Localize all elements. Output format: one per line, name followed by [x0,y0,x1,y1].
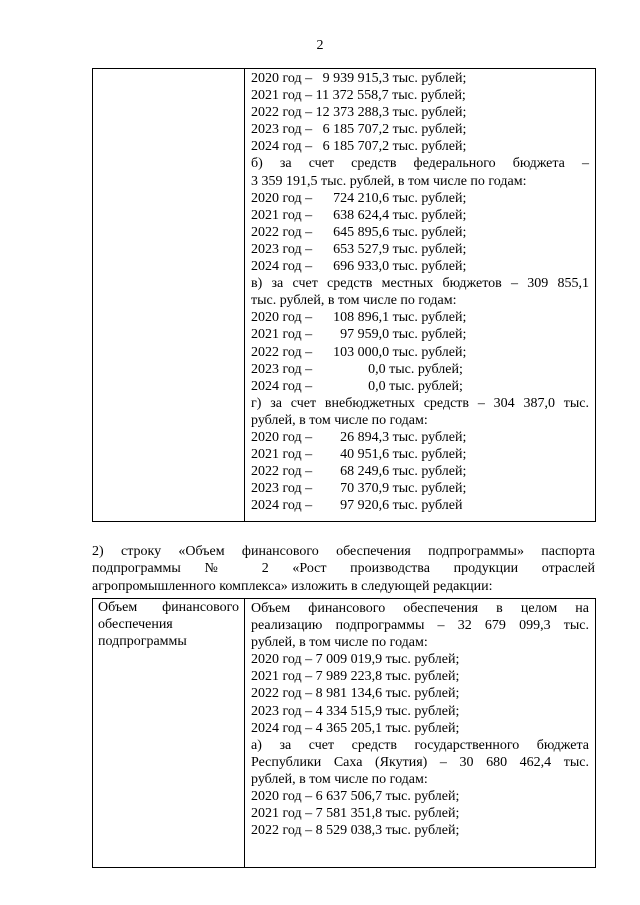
table2-label-cell [93,599,245,868]
funding-line: рублей, в том числе по годам: [251,771,428,787]
table2-label-lines [93,599,244,651]
paragraph-line: подпрограммы № 2 «Рост производства продукции отраслей [92,561,595,577]
funding-line: Объем финансового обеспечения в целом на [251,601,589,616]
funding-line: 2022 год – 68 249,6 тыс. рублей; [251,464,467,480]
funding-line: тыс. рублей, в том числе по годам: [251,293,457,309]
funding-line: 2023 год – 653 527,9 тыс. рублей; [251,241,467,257]
funding-line: 2021 год – 40 951,6 тыс. рублей; [251,447,467,463]
table2-value-cell [245,599,596,868]
funding-line: 2023 год – 4 334 515,9 тыс. рублей; [251,703,460,719]
funding-line: 2022 год – 645 895,6 тыс. рублей; [251,224,467,240]
funding-line: рублей, в том числе по годам: [251,412,428,428]
funding-line: б) за счет средств федерального бюджета – [251,156,589,172]
funding-line: 2020 год – 9 939 915,3 тыс. рублей; [251,71,467,86]
funding-table-continued [92,68,596,522]
table2-value-lines [245,599,595,839]
table1-value-lines [245,69,595,514]
funding-line: 2023 год – 0,0 тыс. рублей; [251,361,463,377]
funding-line: в) за счет средств местных бюджетов – 309 855,1 [251,276,589,292]
funding-line: реализацию подпрограммы – 32 679 099,3 тыс. [251,618,589,634]
funding-line: 2022 год – 8 981 134,6 тыс. рублей; [251,686,460,702]
label-line: подпрограммы [98,634,187,650]
funding-line: Республики Саха (Якутия) – 30 680 462,4 тыс. [251,754,589,770]
table1-label-text [93,69,244,70]
funding-line: 2024 год – 696 933,0 тыс. рублей; [251,259,467,275]
funding-line: 2020 год – 6 637 506,7 тыс. рублей; [251,789,460,805]
funding-line: 2022 год – 12 373 288,3 тыс. рублей; [251,105,467,121]
label-line: обеспечения [98,617,173,633]
funding-line: 2021 год – 97 959,0 тыс. рублей; [251,327,467,343]
table1-label-cell [93,69,245,522]
funding-line: 2024 год – 6 185 707,2 тыс. рублей; [251,139,467,155]
funding-line: рублей, в том числе по годам: [251,635,428,651]
funding-line: 2023 год – 6 185 707,2 тыс. рублей; [251,122,467,138]
funding-line: 2020 год – 7 009 019,9 тыс. рублей; [251,652,460,668]
funding-line: 2022 год – 103 000,0 тыс. рублей; [251,344,467,360]
funding-line: 2024 год – 0,0 тыс. рублей; [251,378,463,394]
table1-value-cell [245,69,596,522]
funding-line: 2020 год – 724 210,6 тыс. рублей; [251,190,467,206]
paragraph-line: агропромышленного комплекса» изложить в следующей редакции: [92,578,493,594]
paragraph-line: 2) строку «Объем финансового обеспечения подпрограммы» паспорта [92,544,595,559]
funding-table-subprogram-2 [92,598,596,868]
funding-line: а) за счет средств государственного бюджета [251,737,589,753]
amendment-paragraph [92,543,595,595]
funding-line: 2021 год – 7 989 223,8 тыс. рублей; [251,669,460,685]
page-number: 2 [316,38,324,53]
funding-line: 2021 год – 7 581 351,8 тыс. рублей; [251,806,460,822]
funding-line: 2020 год – 108 896,1 тыс. рублей; [251,310,467,326]
funding-line: 2021 год – 638 624,4 тыс. рублей; [251,207,467,223]
funding-line: 3 359 191,5 тыс. рублей, в том числе по годам: [251,173,527,189]
funding-line: 2021 год – 11 372 558,7 тыс. рублей; [251,88,466,104]
label-line: Объем финансового [98,600,239,615]
funding-line: 2024 год – 97 920,6 тыс. рублей [251,498,463,514]
funding-line: 2023 год – 70 370,9 тыс. рублей; [251,481,467,497]
funding-line: 2024 год – 4 365 205,1 тыс. рублей; [251,720,460,736]
funding-line: 2020 год – 26 894,3 тыс. рублей; [251,429,467,445]
funding-line: г) за счет внебюджетных средств – 304 387,0 тыс. [251,395,589,411]
funding-line: 2022 год – 8 529 038,3 тыс. рублей; [251,823,460,839]
